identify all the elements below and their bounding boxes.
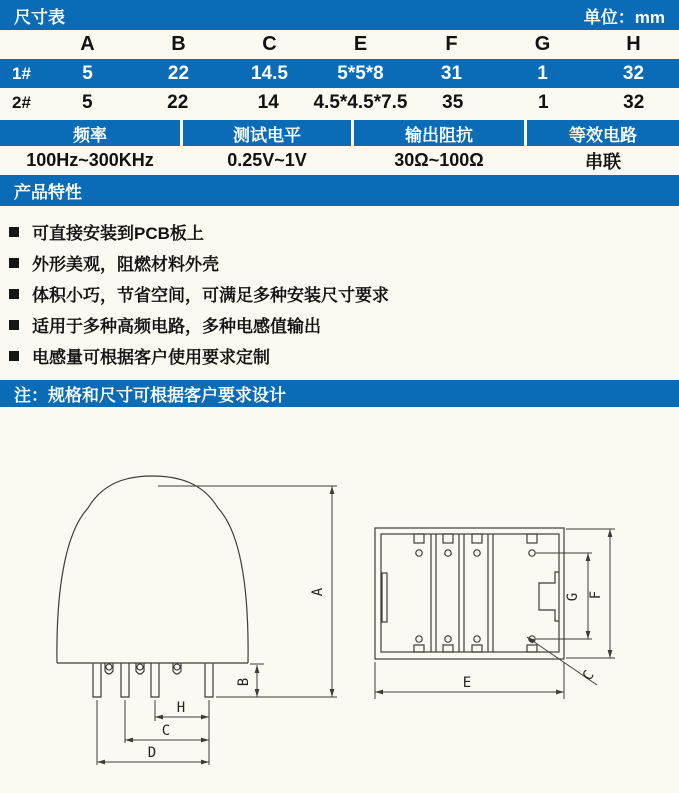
pin-hole [416,636,422,642]
table-row [0,59,679,88]
list-item [0,340,679,371]
spec-value: 串联 [585,151,621,172]
spec-value: 0.25V~1V [227,150,307,170]
list-item [0,309,679,340]
pin-tab [527,645,537,652]
dim-label-d: D [147,745,157,761]
pin-tab [527,534,537,543]
arrowhead [255,689,260,697]
spec-table-headers [0,120,679,146]
table-cell: 35 [442,91,464,113]
table-cell: 4.5*4.5*7.5 [313,91,408,113]
row-label: 2# [12,92,31,112]
table-cell: 1 [537,91,549,113]
inner-case-rect [381,534,559,652]
column-header: G [534,33,551,55]
arrowhead [330,689,335,697]
dim-label-c: C [161,723,171,739]
dim-label-e: E [462,675,472,691]
table-cell: 32 [623,91,645,113]
unit-label: 单位：mm [583,7,665,27]
pin-hole [474,636,480,642]
dim-label-h: H [176,700,186,716]
dim-label-b: B [236,677,252,687]
right-notch [539,572,559,621]
column-header: E [353,33,368,55]
arrowhead [97,760,105,765]
column-header: H [626,33,641,55]
side-slot [382,573,387,622]
spec-value: 30Ω~100Ω [394,150,484,170]
bullet-square-icon [9,320,19,330]
front-view-drawing [57,476,337,765]
arrowhead [375,690,383,695]
bullet-square-icon [9,351,19,361]
list-item [0,216,679,247]
column-header: B [171,33,186,55]
technical-drawings [0,407,679,793]
features-list [0,206,679,380]
table-cell: 22 [167,62,190,84]
arrowhead [586,553,591,561]
leader-label: C [579,667,598,684]
spec-header: 等效电路 [527,120,679,146]
stub-pin-hole [137,664,143,670]
page-title: 尺寸表 [14,7,65,27]
pin-tab [472,534,482,543]
arrowhead [201,738,209,743]
bullet-square-icon [9,289,19,299]
pin-hole [529,550,535,556]
spec-header: 测试电平 [183,120,351,146]
bullet-square-icon [9,258,19,268]
stub-pin-hole [106,664,112,670]
dim-label-f: F [588,590,604,600]
row-label: 1# [12,63,31,83]
column-header: F [445,33,458,55]
arrowhead [155,715,163,720]
pin-hole [445,636,451,642]
bottom-view-drawing [375,528,615,699]
table-row [0,88,679,117]
table-cell: 5 [81,91,93,113]
pin-hole [445,550,451,556]
stub-pin-hole [174,664,180,670]
feature-text: 适用于多种高频电路，多种电感值输出 [32,317,321,336]
arrowhead [608,529,613,537]
pin-tab [443,534,453,543]
list-item [0,247,679,278]
pin-hole [474,550,480,556]
arrowhead [255,665,260,673]
spec-header: 输出阻抗 [354,120,524,146]
feature-text: 可直接安装到PCB板上 [32,224,204,243]
table-cell: 22 [167,91,189,113]
note-text: 注：规格和尺寸可根据客户要求设计 [14,386,286,405]
table-cell: 14.5 [251,62,288,84]
table-cell: 1 [537,62,548,84]
table-cell: 31 [440,62,463,84]
features-section-header [0,175,679,206]
pin-tab [472,645,482,652]
dome-outline [57,476,248,663]
dimension-table-header [0,0,679,30]
table-cell: 5*5*8 [337,62,384,84]
spec-header: 频率 [0,120,180,146]
spec-table-values [0,146,679,175]
list-item [0,278,679,309]
features-title: 产品特性 [14,183,82,202]
column-header: A [80,33,95,55]
feature-text: 体积小巧，节省空间，可满足多种安装尺寸要求 [32,286,389,305]
dimension-table-columns [0,30,679,59]
table-cell: 5 [82,62,93,84]
arrowhead [586,631,591,639]
pin-hole [416,550,422,556]
pin-tab [443,645,453,652]
table-cell: 32 [622,62,645,84]
arrowhead [201,760,209,765]
feature-text: 电感量可根据客户使用要求定制 [32,348,270,367]
component-pins [93,663,213,697]
arrowhead [330,486,335,494]
pin-tab [414,534,424,543]
arrowhead [608,650,613,658]
note-bar [0,380,679,407]
bullet-square-icon [9,227,19,237]
divider-rails [431,534,493,652]
dim-label-a: A [310,587,326,597]
arrowhead [556,690,564,695]
column-header: C [262,33,277,55]
spec-value: 100Hz~300KHz [26,150,154,170]
table-cell: 14 [257,91,279,113]
pin-tab [414,645,424,652]
arrowhead [125,738,133,743]
dim-label-g: G [565,592,581,602]
feature-text: 外形美观，阻燃材料外壳 [32,255,219,274]
arrowhead [201,715,209,720]
